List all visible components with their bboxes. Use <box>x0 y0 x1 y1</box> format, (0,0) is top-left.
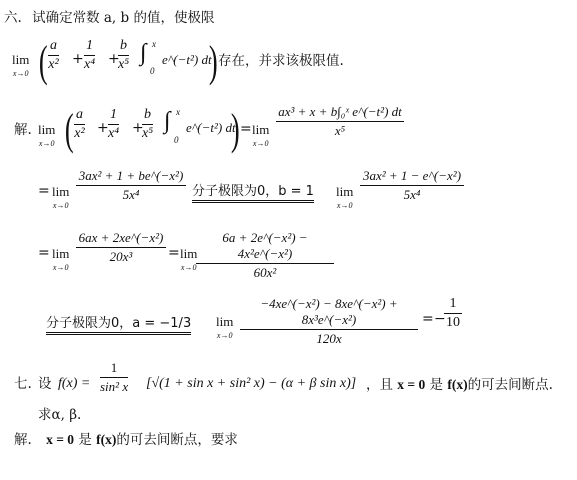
fraction-step4: −4xe^(−x²) − 8xe^(−x²) + 8x³e^(−x²) 120x <box>240 296 418 347</box>
problem-statement: 试确定常数 a, b 的值，使极限 <box>32 10 215 26</box>
result-fraction: 1 10 <box>446 296 460 330</box>
fraction-step2b: 3ax² + 1 − e^(−x²) 5x⁴ <box>360 168 464 203</box>
limit-operator: lim x→0 <box>38 122 56 148</box>
equals-sign: = <box>38 245 50 261</box>
fraction-b-over-x5: b x⁵ <box>142 107 154 141</box>
problem-7-solution: 解. x = 0 是 f(x)的可去间断点，要求 <box>14 432 238 448</box>
problem-number: 六. <box>4 10 22 26</box>
problem-7-number: 七. <box>14 376 32 392</box>
integral-upper-limit: x <box>176 107 180 117</box>
condition-note-a: 分子极限为0，a = −1/3 <box>46 312 191 335</box>
fraction-step3: 6ax + 2xe^(−x²) 20x³ <box>76 230 166 265</box>
integrand: e^(−t²) dt <box>162 52 212 67</box>
plus-sign: + <box>97 120 109 136</box>
limit-operator: lim x→0 <box>52 184 70 210</box>
fraction-a-over-x2: a x² <box>48 38 59 72</box>
fraction-one-over-sin2: 1 sin² x <box>100 360 129 394</box>
limit-operator: lim x→0 <box>12 52 30 78</box>
fraction-1-over-x4: 1 x⁴ <box>108 107 120 141</box>
left-paren: ( <box>64 105 74 154</box>
fraction-step2: 3ax² + 1 + be^(−x²) 5x⁴ <box>76 168 186 203</box>
left-paren: ( <box>38 37 48 86</box>
integral-sign: ∫ <box>164 108 171 134</box>
fraction-b-over-x5: b x⁵ <box>118 38 130 72</box>
integrand: e^(−t²) dt <box>186 120 236 135</box>
bracket-expression: [√(1 + sin x + sin² x) − (α + β sin x)] <box>146 376 357 391</box>
integral-upper-limit: x <box>152 39 156 49</box>
problem-6-suffix: 存在，并求该极限值. <box>218 53 344 69</box>
limit-operator: lim x→0 <box>180 246 198 272</box>
plus-sign: + <box>132 120 144 136</box>
function-definition: f(x) = <box>58 376 91 391</box>
equals-sign: = <box>38 183 50 199</box>
limit-operator: lim x→0 <box>216 314 234 340</box>
limit-operator: lim x→0 <box>252 122 270 148</box>
problem-7-text-1: 设 <box>38 376 52 392</box>
solution-label: 解. <box>14 122 32 138</box>
fraction-step1: ax³ + x + b∫₀ˣ e^(−t²) dt x⁵ <box>276 104 404 139</box>
equals-sign: = <box>240 121 252 137</box>
equals-sign: = <box>168 245 180 261</box>
problem-7-text-2: ，且 x = 0 是 f(x)的可去间断点. <box>366 377 553 393</box>
right-paren: ) <box>230 105 240 154</box>
limit-operator: lim x→0 <box>336 184 354 210</box>
minus-sign: − <box>434 311 446 327</box>
fraction-1-over-x4: 1 x⁴ <box>84 38 96 72</box>
limit-operator: lim x→0 <box>52 246 70 272</box>
equals-sign: = <box>422 311 434 327</box>
problem-7-ask: 求α, β. <box>38 407 82 423</box>
integral-lower-limit: 0 <box>150 66 155 76</box>
integral-sign: ∫ <box>140 40 147 66</box>
fraction-a-over-x2: a x² <box>74 107 85 141</box>
plus-sign: + <box>72 51 84 67</box>
fraction-step3b: 6a + 2e^(−x²) − 4x²e^(−x²) 60x² <box>196 230 334 281</box>
right-paren: ) <box>208 37 218 86</box>
problem-6-heading <box>4 12 214 26</box>
condition-note-b: 分子极限为0，b = 1 <box>192 180 314 203</box>
plus-sign: + <box>108 51 120 67</box>
integral-lower-limit: 0 <box>174 135 179 145</box>
